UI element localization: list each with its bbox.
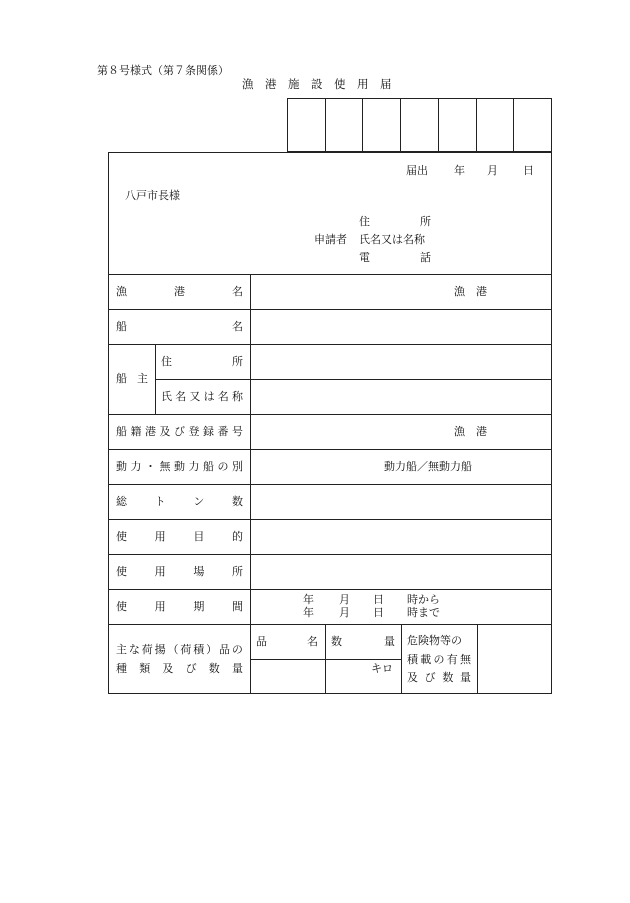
ship-name-label: 船 名 [116,320,243,333]
danger-label-line2: 積 載 の 有 無 [407,653,471,666]
reception-stamp-boxes [287,98,552,152]
date-month-label: 月 [487,164,498,177]
tonnage-input[interactable] [251,485,551,519]
addressee: 八戸市長様 [125,189,180,202]
date-year-label: 年 [454,164,465,177]
period-to-month: 月 [339,606,350,619]
period-to-hour: 時まで [407,606,440,619]
stamp-box[interactable] [362,99,400,151]
cargo-item-header: 品 名 [256,635,318,648]
stamp-box[interactable] [325,99,363,151]
stamp-box[interactable] [513,99,551,151]
danger-label-line1: 危険物等の [407,634,462,647]
power-type-label: 動 力 ・ 無 動 力 船 の 別 [116,460,243,473]
owner-address-label: 住 所 [161,355,243,368]
cargo-qty-unit: キロ [371,662,393,675]
period-from-year: 年 [303,593,314,606]
purpose-input[interactable] [251,520,551,554]
port-name-label: 漁 港 名 [116,285,243,298]
owner-name-label: 氏 名 又 は 名 称 [161,390,243,403]
registry-suffix: 漁 港 [454,425,487,438]
owner-name-input[interactable] [251,380,551,414]
applicant-label: 申請者 [314,233,347,246]
ship-name-input[interactable] [251,310,551,344]
applicant-phone-label: 電 話 [359,251,431,264]
stamp-box[interactable] [476,99,514,151]
period-label: 使 用 期 間 [116,600,243,613]
period-from-hour: 時から [407,593,440,606]
cargo-qty-input[interactable] [326,660,366,693]
applicant-name-label: 氏名又は名称 [359,233,425,246]
period-from-day: 日 [373,593,384,606]
period-from-month: 月 [339,593,350,606]
power-type-options[interactable]: 動力船／無動力船 [384,460,472,473]
period-to-year: 年 [303,606,314,619]
owner-address-input[interactable] [251,345,551,379]
cargo-label-line2: 種 類 及 び 数 量 [116,662,243,675]
date-submitted-label: 届出 [406,164,428,177]
tonnage-label: 総 ト ン 数 [116,495,243,508]
port-name-input[interactable] [251,275,551,309]
place-label: 使 用 場 所 [116,565,243,578]
purpose-label: 使 用 目 的 [116,530,243,543]
form-number: 第８号様式（第７条関係） [97,64,229,77]
place-input[interactable] [251,555,551,589]
danger-label-line3: 及 び 数 量 [407,671,471,684]
cargo-qty-header: 数 量 [331,635,395,648]
period-to-day: 日 [373,606,384,619]
registry-label: 船 籍 港 及 び 登 録 番 号 [116,425,243,438]
stamp-box[interactable] [438,99,476,151]
form-frame [108,152,552,694]
applicant-address-label: 住 所 [359,215,431,228]
form-title: 漁港施設使用届 [242,77,403,91]
date-day-label: 日 [523,164,534,177]
port-name-suffix: 漁 港 [454,285,487,298]
cargo-label-line1: 主 な 荷 揚 （ 荷 積 ） 品 の [116,643,243,656]
cargo-item-input[interactable] [251,660,325,693]
stamp-box[interactable] [288,99,325,151]
registry-input[interactable] [251,415,551,449]
danger-input[interactable] [478,625,551,693]
owner-label: 船 主 [116,372,148,385]
stamp-box[interactable] [400,99,438,151]
